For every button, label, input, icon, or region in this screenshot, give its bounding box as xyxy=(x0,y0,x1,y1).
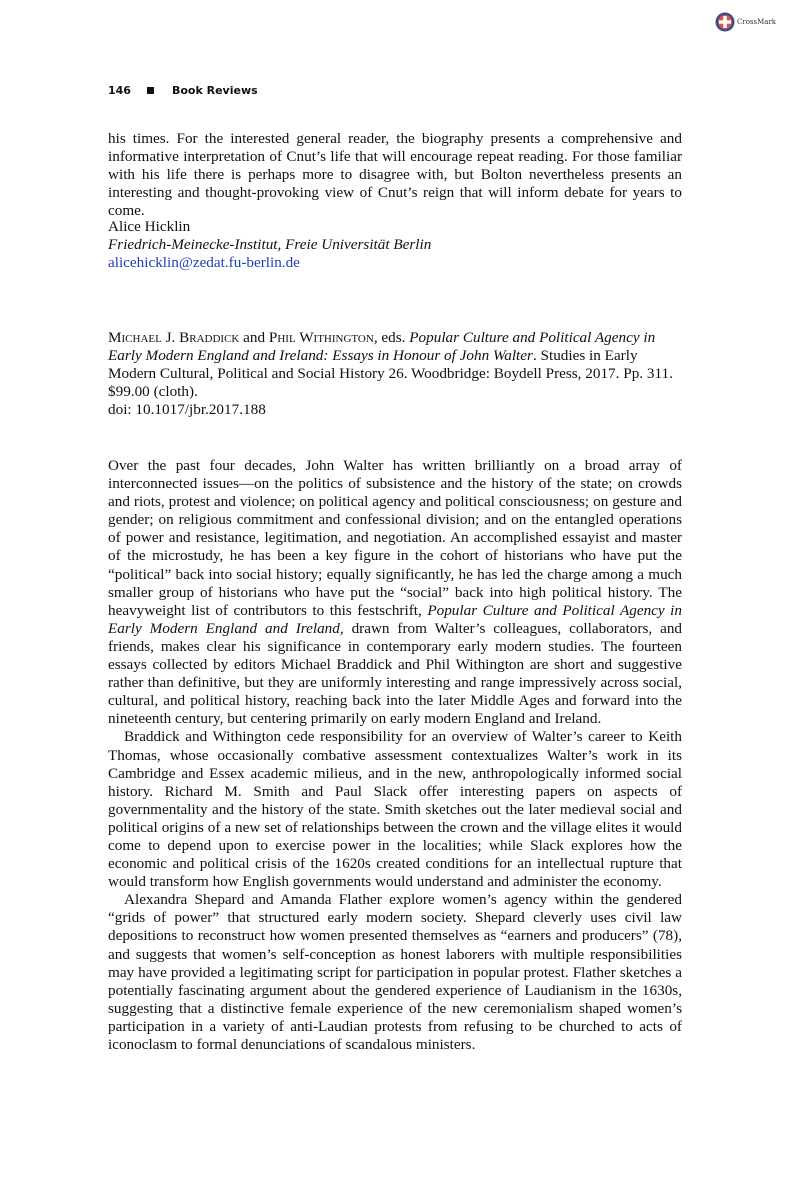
festschrift-title: Popular Culture and Political Agency in Early Modern England and Ireland xyxy=(108,601,682,637)
book-title: Popular Culture and Political Agency in Early Modern England and Ireland: Essays in Honour of John Walter xyxy=(108,329,656,365)
editor-2: Phil Withington xyxy=(268,329,374,346)
section-title: Book Reviews xyxy=(171,84,258,97)
citation-eds: , eds. xyxy=(373,329,410,346)
book-citation xyxy=(108,329,682,419)
reviewer-affiliation: Friedrich-Meinecke-Institut, Freie Universität Berlin xyxy=(108,236,432,254)
doi: doi: 10.1017/jbr.2017.188 xyxy=(108,401,266,419)
crossmark-badge[interactable] xyxy=(715,12,776,32)
previous-review-ending xyxy=(108,130,682,220)
citation-and: and xyxy=(239,329,269,346)
reviewer-name: Alice Hicklin xyxy=(108,218,191,235)
page-number: 146 xyxy=(108,84,131,97)
citation-line xyxy=(108,329,682,401)
closing-paragraph: his times. For the interested general reader, the biography presents a comprehensive and informative interpretation of Cnut’s life that will encourage repeat reading. For those familiar with his life there is perhaps more to disagree with, but Bolton nevertheless presents an interesting and thought-provoking view of Cnut’s reign that will inform debate for years to come. xyxy=(108,130,682,220)
paragraph-2: Braddick and Withington cede responsibility for an overview of Walter’s career to Keith Thomas, whose occasionally combative assessment contextualizes Walter’s work in its Cambridge and Essex academic milieus, and in the new, anthropologically informed social history. Richard M. Smith and Paul Slack offer interesting papers on aspects of governmentality and the history of the state. Smith sketches out the later medieval social and political origins of a new set of relationships between the crown and the village elites it would come to depend upon to exercise power in the localities; while Slack explores how the economic and political crisis of the 1620s created conditions for an intellectual rupture that would transform how English governments would understand and administer the economy. xyxy=(108,728,682,891)
paragraph-3: Alexandra Shepard and Amanda Flather explore women’s agency within the gendered “grids of power” that structured early modern society. Shepard cleverly uses civil law depositions to reconstruct how women presented themselves as “earners and producers” (78), and suggests that women’s self-conception as honest laborers with multiple responsibilities may have provided a legitimating script for participation in popular protest. Flather sketches a potentially fascinating argument about the gendered experience of Laudianism in the 1630s, suggesting that a distinctive female experience of the new ceremonialism shaped women’s participation in a variety of anti-Laudian protests from refusing to be churched to acts of iconoclasm to formal denunciations of scandalous ministers. xyxy=(108,891,682,1053)
crossmark-label: CrossMark xyxy=(737,18,777,26)
review-body xyxy=(108,457,682,1054)
crossmark-icon xyxy=(715,12,735,32)
paragraph-1-part-a: Over the past four decades, John Walter has written brilliantly on a broad array of interconnected issues—on the politics of subsistence and the history of the state; on crowds and riots, protest and violence; on political agency and political consciousness; on gesture and gender; on religious commitment and confessional division; and on the entangled operations of power and resistance, legitimation, and negotiation. An accomplished essayist and master of the microstudy, he has been a key figure in the cohort of historians who have put the “political” back into social history; equally significantly, he has led the charge among a much smaller group of historians who have put the “social” back into high political history. The heavyweight list of contributors to this festschrift, xyxy=(108,457,682,619)
reviewer-email-link[interactable]: alicehicklin@zedat.fu-berlin.de xyxy=(108,254,300,272)
running-head xyxy=(108,84,258,97)
editor-1: Michael J. Braddick xyxy=(108,329,240,346)
reviewer-signature xyxy=(108,218,682,272)
publication-details: . Studies in Early Modern Cultural, Political and Social History 26. Woodbridge: Boydell Press, 2017. Pp. 311. $99.00 (cloth). xyxy=(108,347,673,401)
header-separator-square xyxy=(147,87,154,94)
paragraph-1-part-b: , drawn from Walter’s colleagues, collaborators, and friends, makes clear his significance in contemporary early modern studies. The fourteen essays collected by editors Michael Braddick and Phil Withington are short and suggestive rather than definitive, but they are uniformly interesting and range impressively across social, cultural, and political history, reaching back into the later Middle Ages and forward into the nineteenth century, but centering primarily on early modern England and Ireland. xyxy=(108,619,683,728)
paragraph-1 xyxy=(108,457,682,728)
